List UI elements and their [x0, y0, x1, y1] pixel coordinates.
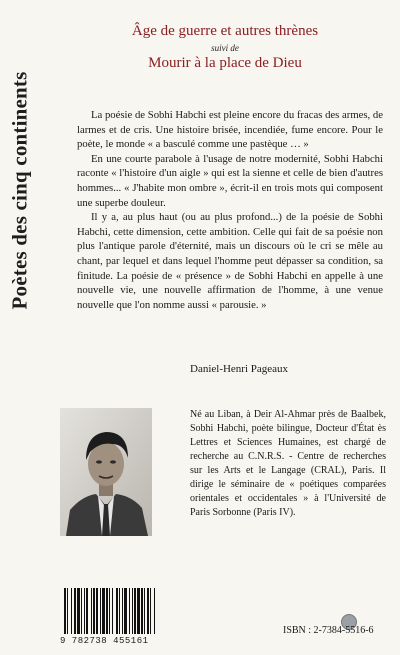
barcode-bar [137, 588, 140, 634]
barcode-bar [154, 588, 155, 634]
suivi-de-label: suivi de [211, 43, 239, 53]
author-photo [60, 408, 152, 536]
barcode-bar [106, 588, 108, 634]
barcode-bar [147, 588, 149, 634]
book-header [60, 22, 390, 72]
barcode-bar [74, 588, 76, 634]
book-title: Âge de guerre et autres thrènes [131, 23, 319, 39]
book-subtitle: Mourir à la place de Dieu [148, 55, 302, 71]
barcode-bar [129, 588, 130, 634]
barcode-bar [119, 588, 120, 634]
barcode-bar [124, 588, 127, 634]
barcode-bar [84, 588, 85, 634]
barcode-bar [112, 588, 113, 634]
barcode-bar [91, 588, 92, 634]
barcode-digits: 9 782738 455161 [60, 636, 149, 646]
blurb-paragraph-2: En une courte parabole à l'usage de notre modernité, Sobhi Habchi raconte « l'histoire d'un aigle » qui est la sienne et celle de bien d'autres hommes... « J'habite mon ombre », écrit-il en trois mots qui composent une superbe douleur. [77, 152, 383, 209]
series-title [4, 40, 36, 340]
series-title-text: Poètes des cinq continents [7, 71, 32, 309]
author-biography: Né au Liban, à Deir Al-Ahmar près de Baalbek, Sobhi Habchi, poète bilingue, Docteur d'État ès Lettres et Sciences Humaines, est chargé de recherche au C.N.R.S. - Centre de recherches sur les Arts et le Langage (CRAL), Paris. Il dirige le séminaire de « poétiques comparées orientales et occidentales » à l'Université de Paris Sorbonne (Paris IV). [190, 409, 386, 518]
barcode-bar [96, 588, 98, 634]
barcode-bar [67, 588, 68, 634]
barcode-bar [144, 588, 145, 634]
barcode-bar [122, 588, 123, 634]
barcode-bar [100, 588, 101, 634]
barcode-bar [109, 588, 110, 634]
barcode [60, 588, 200, 638]
barcode-bars [60, 588, 200, 636]
barcode-bar [71, 588, 72, 634]
barcode-bar [86, 588, 88, 634]
barcode-bar [102, 588, 105, 634]
blurb-paragraph-1: La poésie de Sobhi Habchi est pleine encore du fracas des armes, de larmes et de cris. Une histoire brisée, incendiée, fume encore. Pour le poète, le monde « a basculé comme une pastèque … » [77, 109, 383, 151]
barcode-bar [116, 588, 118, 634]
barcode-bar [150, 588, 151, 634]
author-portrait-image [60, 408, 152, 536]
barcode-bar [134, 588, 136, 634]
barcode-bar [64, 588, 66, 634]
barcode-bar [132, 588, 133, 634]
barcode-bar [77, 588, 80, 634]
barcode-bar [93, 588, 95, 634]
blurb [77, 108, 383, 312]
barcode-bar [81, 588, 82, 634]
blurb-author: Daniel-Henri Pageaux [190, 363, 289, 375]
blurb-paragraph-3: Il y a, au plus haut (ou au plus profond...) de la poésie de Sobhi Habchi, cette dimension, cette ambition. Celle qui fait de sa poésie non plus l'antique parole d'éternité, mais un discours où le cri se mêle au chant, par lequel et dans lequel l'homme peut dépasser sa condition, sa finitude. La poésie de « présence » de Sobhi Habchi en appelle à une nouvelle vie, une nouvelle affirmation de l'homme, à une venue nouvelle que l'on nomme aussi « parousie. » [77, 211, 383, 311]
isbn-label: ISBN : 2-7384-5516-6 [283, 625, 374, 636]
barcode-bar [141, 588, 143, 634]
